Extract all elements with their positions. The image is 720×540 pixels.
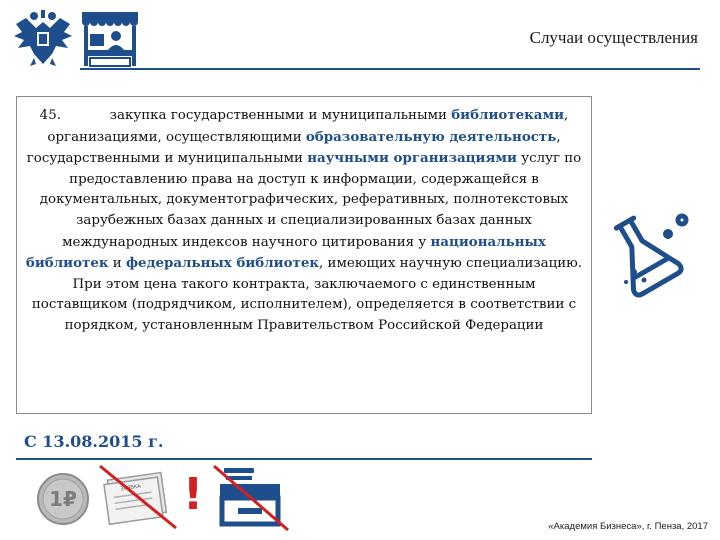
footer-caption: «Академия Бизнеса», г. Пенза, 2017 bbox=[548, 521, 708, 532]
coat-of-arms-icon bbox=[12, 8, 74, 70]
item-paragraph bbox=[23, 105, 585, 337]
segment-highlight: научными организациями bbox=[307, 150, 517, 167]
coin-label: 1₽ bbox=[49, 487, 77, 511]
segment: закупка государственными и муниципальными bbox=[109, 108, 452, 123]
page-title: Случаи осуществления bbox=[529, 28, 698, 47]
segment: , имеющих научную специализацию. При этом цена такого контракта, заключаемого с единственным поставщиком (подрядчиком, исполнителем), определяется в соответствии с порядком, установленным Правительством Российской Федерации bbox=[31, 256, 583, 333]
shop-kiosk-icon bbox=[80, 10, 140, 68]
segment-highlight: библиотеками bbox=[451, 107, 565, 123]
segment-highlight: национальных библиотек bbox=[25, 233, 546, 272]
segment: и bbox=[108, 256, 126, 272]
ruble-coin-icon bbox=[36, 472, 90, 526]
warning-mark: ! bbox=[183, 469, 204, 520]
segment: услуг по предоставлению права на доступ к информации, содержащейся в документальных, документографических, реферативных, полнотекстовых зарубежных базах данных и специализированных базах данных международных индексов научного цитирования у bbox=[39, 151, 582, 250]
segment-highlight: образовательную деятельность bbox=[305, 128, 557, 145]
voucher-label: ЗАЯВКА bbox=[120, 483, 142, 493]
segment-highlight: федеральных библиотек bbox=[125, 255, 320, 272]
bottom-divider bbox=[16, 458, 592, 460]
voucher-crossed-icon bbox=[96, 462, 180, 532]
effective-date: С 13.08.2015 г. bbox=[24, 432, 164, 451]
header-divider bbox=[80, 68, 700, 70]
segment: , организациями, осуществляющими bbox=[47, 108, 569, 145]
content-box bbox=[16, 96, 592, 414]
cash-register-crossed-icon bbox=[210, 462, 292, 534]
segment: , государственными и муниципальными bbox=[26, 129, 561, 167]
flask-icon bbox=[596, 208, 692, 304]
item-number: 45. bbox=[39, 108, 61, 123]
